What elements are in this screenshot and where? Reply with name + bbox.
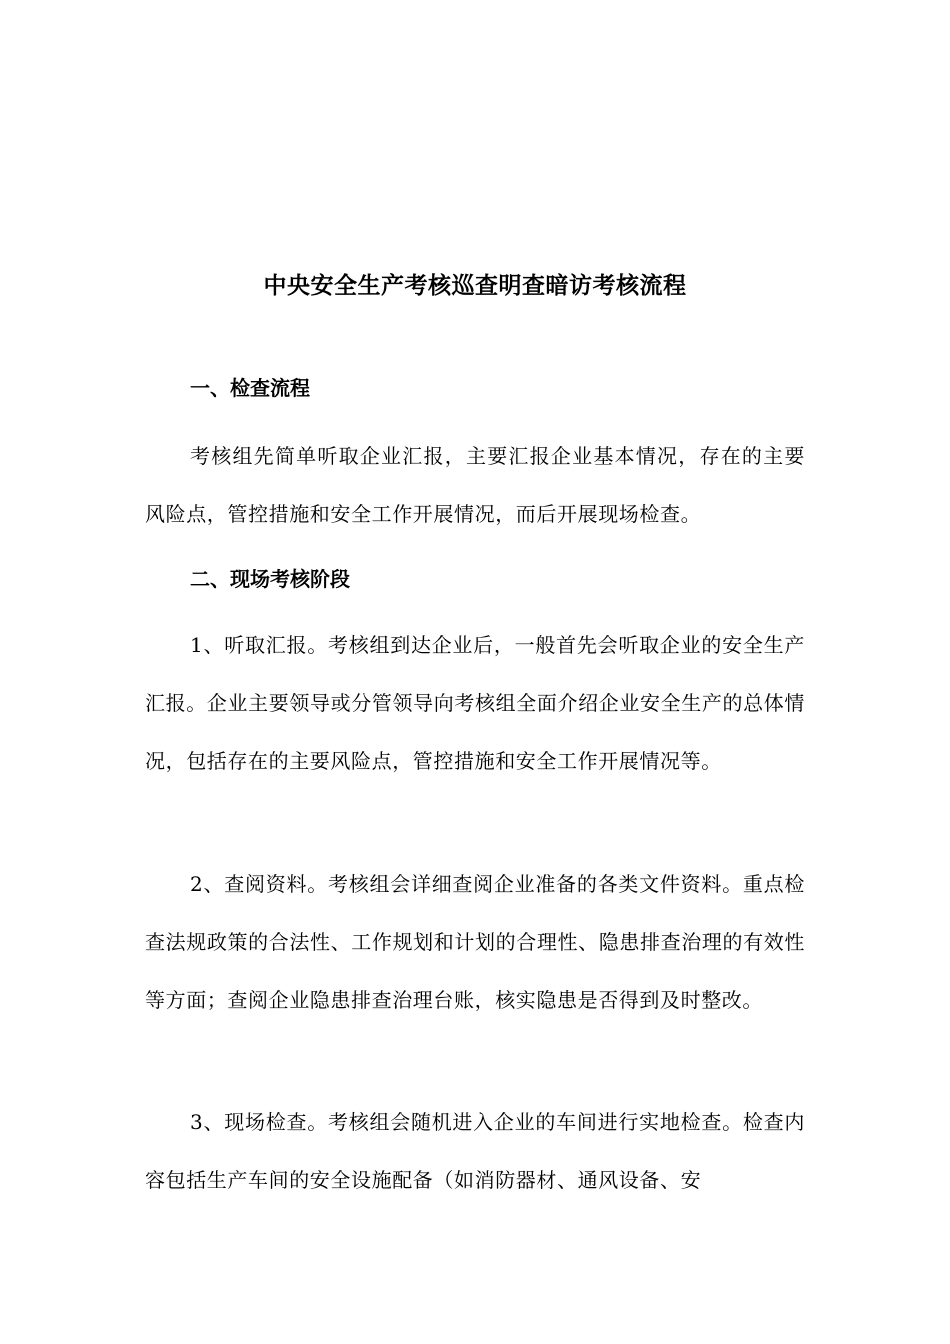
section-heading-onsite-assessment: 二、现场考核阶段 (190, 567, 350, 591)
paragraph-item-review-documents: 2、查阅资料。考核组会详细查阅企业准备的各类文件资料。重点检查法规政策的合法性、工作规划和计划的合理性、隐患排查治理的有效性等方面；查阅企业隐患排查治理台账，核实隐患是否得到及时整改。 (145, 872, 805, 1012)
paragraph-item-listen-report: 1、听取汇报。考核组到达企业后，一般首先会听取企业的安全生产汇报。企业主要领导或分管领导向考核组全面介绍企业安全生产的总体情况，包括存在的主要风险点，管控措施和安全工作开展情况等。 (145, 633, 805, 773)
paragraph-item-site-inspection: 3、现场检查。考核组会随机进入企业的车间进行实地检查。检查内容包括生产车间的安全设施配备（如消防器材、通风设备、安 (145, 1110, 805, 1192)
paragraph-inspection-process: 考核组先简单听取企业汇报，主要汇报企业基本情况，存在的主要风险点，管控措施和安全工作开展情况，而后开展现场检查。 (145, 444, 805, 526)
document-title: 中央安全生产考核巡查明查暗访考核流程 (263, 273, 687, 299)
section-heading-inspection-process: 一、检查流程 (190, 376, 310, 400)
